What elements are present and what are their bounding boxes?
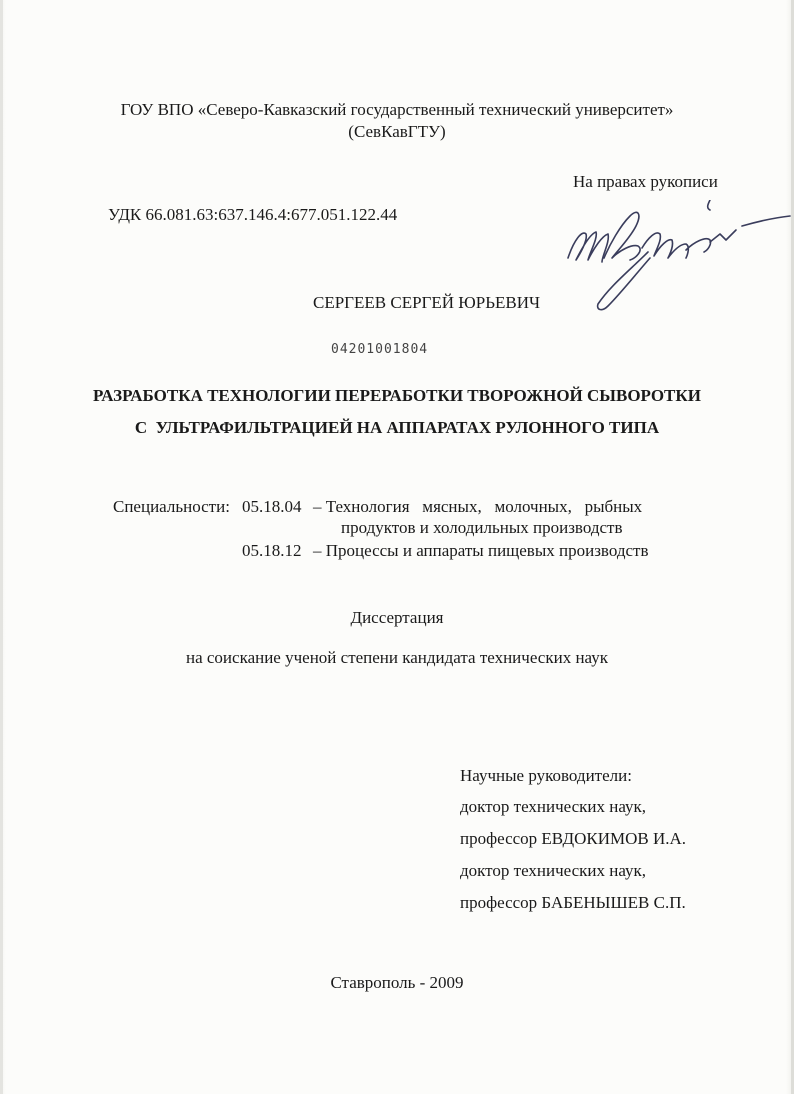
specialty-2-text: – Процессы и аппараты пищевых производств [313,541,649,560]
signature-stroke-6 [742,216,790,226]
author-name: СЕРГЕЕВ СЕРГЕЙ ЮРЬЕВИЧ [313,293,541,312]
signature-icon [560,200,792,315]
supervisor-line: доктор технических наук, [460,797,647,816]
signature-stroke-7 [598,252,650,310]
city-year: Ставрополь - 2009 [330,973,464,992]
specialty-1-code: 05.18.04 [242,497,302,516]
specialty-2-code: 05.18.12 [242,541,302,560]
dissertation-title-line2: С УЛЬТРАФИЛЬТРАЦИЕЙ НА АППАРАТАХ РУЛОННОГО ТИПА [134,418,660,437]
dissertation-title-line1: РАЗРАБОТКА ТЕХНОЛОГИИ ПЕРЕРАБОТКИ ТВОРОЖНОЙ СЫВОРОТКИ [93,386,701,405]
signature-stroke-4 [686,239,711,252]
signature-stroke-8 [708,200,710,210]
degree-statement: на соискание ученой степени кандидата технических наук [185,648,608,667]
specialties-label: Специальности: [113,497,230,516]
signature-stroke-3 [642,233,688,258]
signature-stroke-2 [604,212,640,260]
specialty-1-text: – Технология мясных, молочных, рыбных [313,497,643,516]
work-type: Диссертация [350,608,444,627]
supervisor-line: профессор ЕВДОКИМОВ И.А. [460,829,687,848]
university-abbreviation: (СевКавГТУ) [348,122,446,141]
university-name: ГОУ ВПО «Северо-Кавказский государственный технический университет» [120,100,674,119]
manuscript-note: На правах рукописи [573,172,718,191]
supervisor-line: профессор БАБЕНЫШЕВ С.П. [460,893,686,912]
udk-code: УДК 66.081.63:637.146.4:677.051.122.44 [108,205,398,224]
registration-stamp-number: 04201001804 [331,342,429,357]
specialty-1-text-continued: продуктов и холодильных производств [341,518,623,537]
supervisors-heading: Научные руководители: [460,766,632,785]
supervisor-line: доктор технических наук, [460,861,647,880]
signature-stroke-1 [568,232,608,262]
signature-stroke-5 [710,230,736,242]
scan-edge-left [0,0,3,1094]
